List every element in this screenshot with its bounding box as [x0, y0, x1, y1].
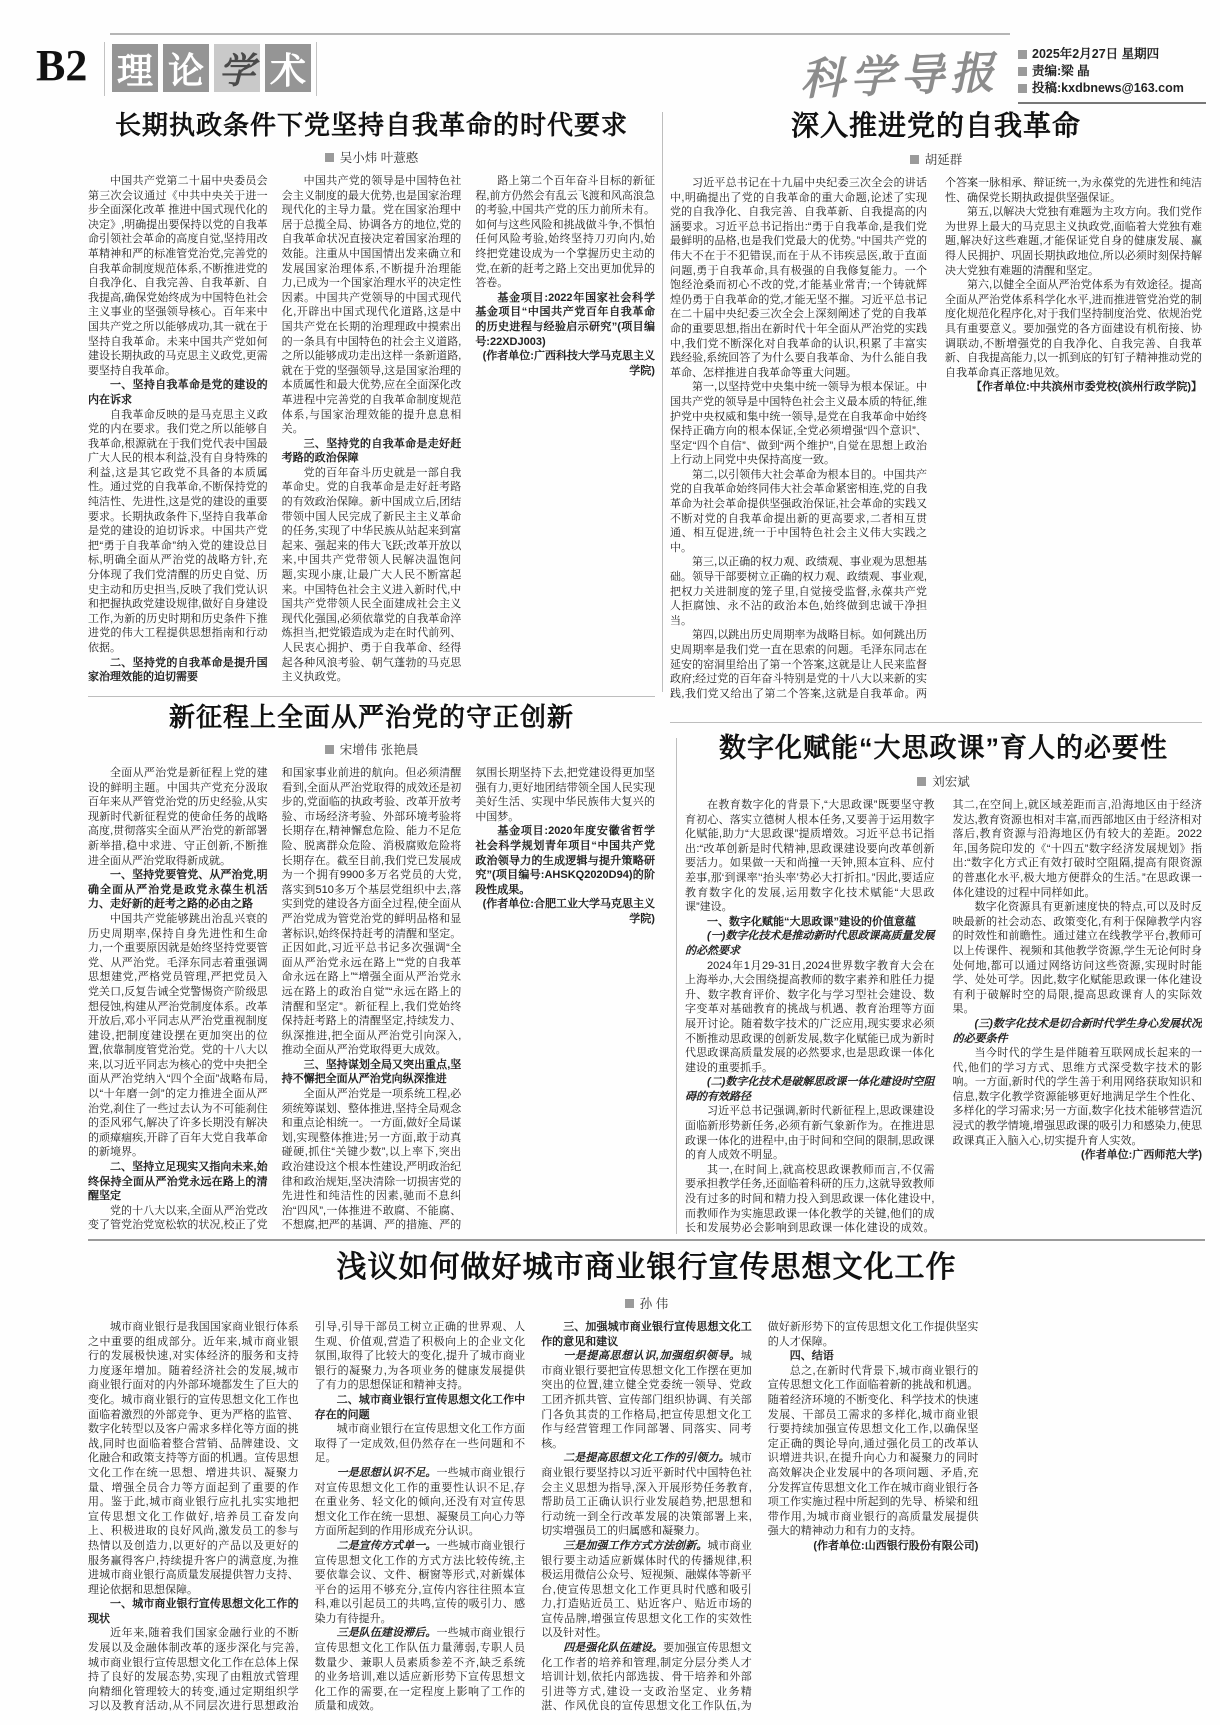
section-heading: 一、坚持党要管党、从严治党,明确全面从严治党是政党永葆生机活力、走好新的赶考之路的必由之路 — [88, 869, 268, 911]
section-heading: 四、结语 — [789, 1350, 834, 1363]
byline-square-icon — [917, 777, 926, 786]
article-5-body — [88, 1320, 1205, 1718]
section-heading: (一)数字化技术是推动新时代思政课高质量发展的必然要求 — [685, 930, 935, 957]
section-rule-left — [104, 42, 105, 96]
article-self-revolution-era — [88, 108, 655, 698]
author-affiliation: (作者单位:山西银行股份有限公司) — [813, 1539, 979, 1552]
paragraph: 一是提高思想认识,加强组织领导。城市商业银行要把宣传思想文化工作摆在更加突出的位置,建立健全党委统一领导、党政工团齐抓共管、宣传部门组织协调、有关部门各负其责的工作格局,把宣传思想文化工作与经营管理工作同部署、同落实、同考核。 — [541, 1350, 752, 1450]
editor-line: 责编:梁 晶 — [1018, 63, 1206, 80]
article-digital-ideology-course — [685, 730, 1202, 1242]
paragraph: 在教育数字化的背景下,“大思政课”既要坚守教育初心、落实立德树人根本任务,又要善于运用数字化赋能,助力“大思政课”提质增效。习近平总书记指出:“改革创新是时代精神,思政课建设要向改革创新要活力。如果做一天和尚撞一天钟,照本宣科、应付差事,那‘到课率’‘抬头率’势必大打折扣。”因此,要适应教育数字化的发展,运用数字化技术赋能“大思政课”建设。 — [685, 799, 935, 914]
paragraph: 路上第二个百年奋斗目标的新征程,前方仍然会有乱云飞渡和风高浪急的考验,中国共产党的压力前所未有。如何与这些风险和挑战做斗争,不惧怕任何风险考验,始终坚持刀刃向内,始终把党建设成为一个掌握历史主动的党,在新的赶考之路上交出更加优异的答卷。 — [475, 175, 655, 290]
author-affiliation: (作者单位:广西科技大学马克思主义学院) — [482, 350, 655, 377]
article-5-byline: 孙 伟 — [88, 1294, 1205, 1312]
separator-under-article-1 — [88, 696, 655, 697]
masthead-logo: 科学导报 — [799, 47, 1001, 106]
section-title-blocks — [112, 44, 311, 92]
paragraph: 城市商业银行在宣传思想文化工作方面取得了一定成效,但仍然存在一些问题和不足。 — [314, 1423, 526, 1465]
article-1-headline: 长期执政条件下党坚持自我革命的时代要求 — [114, 110, 628, 140]
paragraph: 近年来,随着我们国家金融行业的不断发展以及金融体制改革的逐步深化与完善,城市商业银行宣传思想文化工作在总体上保持了良好的发展态势,实现了由粗放式管理向精细化管理较大的转变,通过定期组织学习以及教育活动,从不同层次进行思想政治引导,引导干部员工树立正确的世界观、人生观、价值观,营造了积极向上的企业文化氛围,取得了比较大的变化,提升了城市商业银行的凝聚力,为各项业务的健康发展提供了有力的思想保证和精神支持。 — [88, 1321, 526, 1713]
paragraph: 数字化资源具有更新速度快的特点,可以及时反映最新的社会动态、政策变化,有利于保障教学内容的时效性和前瞻性。通过建立在线教学平台,教师可以上传课件、视频和其他教学资源,学生无论何时身处何地,都可以通过网络访问这些资源,实现时时能学、处处可学。因此,数字化赋能思政课一体化建设有利于破解时空的局限,提高思政课育人的实际效果。 — [952, 901, 1202, 1016]
byline-square-icon — [325, 745, 334, 754]
section-heading: (二)数字化技术是破解思政课一体化建设时空阻碍的有效路径 — [685, 1076, 935, 1103]
paragraph: 第五,以解决大党独有难题为主攻方向。我们党作为世界上最大的马克思主义执政党,面临着大党独有难题,解决好这些难题,才能保证党自身的健康发展、赢得人民拥护、巩固长期执政地位,所以必须时刻保持解决大党独有难题的清醒和坚定。 — [945, 206, 1202, 277]
paragraph: 当今时代的学生是伴随着互联网成长起来的一代,他们的学习方式、思维方式深受数字技术的影响。一方面,新时代的学生善于利用网络获取知识和信息,数字化教学资源能够更好地满足学生个性化、多样化的学习需求;另一方面,数字化技术能够营造沉浸式的教学情境,增强思政课的吸引力和感染力,使思政课真正入脑入心,切实提升育人实效。 — [952, 1047, 1202, 1147]
article-city-bank-publicity — [88, 1248, 1205, 1718]
byline-square-icon — [325, 153, 334, 162]
publication-info — [1018, 46, 1206, 104]
header-top-rule — [110, 33, 1010, 35]
article-1-byline: 吴小炜 叶薏憨 — [88, 148, 655, 166]
article-3-headline: 新征程上全面从严治党的守正创新 — [168, 702, 574, 732]
paragraph: 2024年1月29-31日,2024世界数字教育大会在上海举办,大会围绕提高教师的数字素养和胜任力提升、数字教育评价、数字化与学习型社会建设、数字变革对基础教育的挑战与机遇、教育治理等方面展开讨论。随着数字技术的广泛应用,现实要求必须不断推动思政课的创新发展,数字化赋能已成为新时代思政课高质量发展的必然要求,也是思政课一体化建设的重要抓手。 — [685, 959, 935, 1074]
author-affiliation: (作者单位:合肥工业大学马克思主义学院) — [482, 898, 655, 925]
article-deepen-self-revolution — [670, 108, 1202, 720]
paragraph: 全面从严治党是新征程上党的建设的鲜明主题。中国共产党充分汲取百年来从严管党治党的历史经验,从实现新时代新征程党的使命任务的战略高度,贯彻落实全面从严治党的新部署新举措,稳中求进、守正创新,不断推进全面从严治党取得新成就。 — [88, 767, 268, 867]
separator-above-bottom-article — [88, 1239, 1205, 1241]
section-heading: 三、坚持党的自我革命是走好赶考路的政治保障 — [281, 437, 462, 465]
article-1-body — [88, 174, 655, 698]
article-strict-party-governance — [88, 700, 655, 1244]
column-divider-middle — [676, 738, 677, 1234]
section-heading: 二、坚持立足现实又指向未来,始终保持全面从严治党永远在路上的清醒坚定 — [88, 1161, 268, 1203]
paragraph: 其一,在时间上,就高校思政课教师而言,不仅需要承担教学任务,还面临着科研的压力,这就导致教师没有过多的时间和精力投入到思政课一体化建设中,而教师作为实施思政课一体化教学的关键,他们的成长和发展势必会影响到思政课一体化建设的成效。其二,在空间上,就区域差距而言,沿海地区由于经济发达,教育资源也相对丰富,而西部地区由于经济相对落后,教育资源与沿海地区仍有较大的差距。2022年,国务院印发的《“十四五”数字经济发展规划》指出:“数字化方式正有效打破时空阻隔,提高有限资源的普惠化水平,极大地方便群众的生活。”在思政课一体化建设的过程中同样如此。 — [685, 799, 1202, 1235]
section-heading: 三、坚持谋划全局又突出重点,坚持不懈把全面从严治党向纵深推进 — [281, 1058, 462, 1086]
bullet-square-icon — [1018, 67, 1027, 76]
author-affiliation: (作者单位:广西师范大学) — [1081, 1149, 1202, 1162]
paragraph: 城市商业银行是我国国家商业银行体系之中重要的组成部分。近年来,城市商业银行的发展极快速,对实体经济的服务和支持力度逐年增加。随着经济社会的发展,城市商业银行面对的内外部环境都发生了巨大的变化。城市商业银行的宣传思想文化工作也面临着激烈的外部竞争、更为严格的监管、数字化转型以及客户需求多样化等方面的挑战,同时也面临着整合营销、品牌建设、文化融合和政策支持等方面的机遇。宣传思想文化工作在统一思想、增进共识、凝聚力量、增强全员合力等方面起到了重要的作用。鉴于此,城市商业银行应扎扎实实地把宣传思想文化工作做好,培养员工奋发向上、积极进取的良好风尚,激发员工的参与热情以及创造力,以更好的产品以及更好的服务赢得客户,持续提升客户的满意度,为推进城市商业银行高质量发展提供智力支持、理论依据和思想保障。 — [88, 1321, 299, 1596]
paragraph: 中国共产党的领导是中国特色社会主义制度的最大优势,也是国家治理现代化的主导力量。党在国家治理中居于总揽全局、协调各方的地位,党的自我革命状况直接决定着国家治理的效能。注重从中国国情出发来确立和发展国家治理体系,不断提升治理能力,已成为一个国家治理水平的决定性因素。中国共产党领导的中国式现代化,开辟出中国式现代化道路,这是中国共产党在长期的治理理政中摸索出的一条具有中国特色的社会主义道路,之所以能够成功走出这样一条新道路,就在于党的坚强领导,这是国家治理的本质属性和最大优势,应在全面深化改革进程中完善党的自我革命制度规范体系,与国家治理效能的提升息息相关。 — [281, 175, 462, 436]
bullet-square-icon — [1018, 50, 1027, 59]
article-3-body — [88, 766, 655, 1244]
section-char-calligraphy: 学 — [214, 44, 260, 92]
column-divider-top — [662, 112, 663, 692]
paragraph: 二是提高思想文化工作的引领力。城市商业银行要坚持以习近平新时代中国特色社会主义思想为指导,深入开展形势任务教育,帮助员工正确认识行业发展趋势,把思想和行动统一到全行改革发展的决策部署上来,切实增强员工的归属感和凝聚力。 — [541, 1452, 752, 1538]
paragraph: 第三,以正确的权力观、政绩观、事业观为思想基础。领导干部要树立正确的权力观、政绩观、事业观,把权力关进制度的笼子里,自觉接受监督,永葆共产党人拒腐蚀、永不沾的政治本色,始终做到忠诚干净担当。 — [670, 556, 927, 627]
section-heading: 三、加强城市商业银行宣传思想文化工作的意见和建议 — [541, 1321, 752, 1348]
article-4-headline: 数字化赋能“大思政课”育人的必要性 — [719, 733, 1168, 763]
section-heading: 一、城市商业银行宣传思想文化工作的现状 — [88, 1598, 299, 1625]
separator-under-article-2 — [670, 722, 1202, 723]
paragraph: 中国共产党能够跳出治乱兴衰的历史周期率,保持自身先进性和生命力,一个重要原因就是始终坚持党要管党、从严治党。毛泽东同志着重强调思想建党,严格党员管理,严把党员入党关口,反复告诫全党警惕资产阶级思想侵蚀,构建从严治党制度体系。改革开放后,邓小平同志从严治党重视制度建设,把制度建设摆在更加突出的位置,依靠制度管党治党。党的十八大以来,以习近平同志为核心的党中央把全面从严治党纳入“四个全面”战略布局,以“十年磨一剑”的定力推进全面从严治党,刹住了一些过去认为不可能刹住的歪风邪气,解决了许多长期没有解决的顽瘴痼疾,开辟了百年大党自我革命的新境界。 — [88, 912, 268, 1159]
section-heading: 二、城市商业银行宣传思想文化工作中存在的问题 — [314, 1393, 526, 1421]
byline-square-icon — [910, 155, 919, 164]
paragraph: 二是宣传方式单一。一些城市商业银行宣传思想文化工作的方式方法比较传统,主要依靠会议、文件、橱窗等形式,对新媒体平台的运用不够充分,宣传内容往往照本宣科,难以引起员工的共鸣,宣传的吸引力、感染力有待提升。 — [314, 1539, 526, 1625]
paragraph: 党的百年奋斗历史就是一部自我革命史。党的自我革命是走好赶考路的有效政治保障。新中国成立后,团结带领中国人民完成了新民主主义革命的任务,实现了中华民族从站起来到富起来、强起来的伟大飞跃;改革开放以来,中国共产党带领人民解决温饱问题,实现小康,让最广大人民不断富起来。中国特色社会主义进入新时代,中国共产党带领人民全面建成社会主义现代化强国,必须依靠党的自我革命淬炼担当,把党锻造成为走在时代前列、人民衷心拥护、勇于自我革命、经得起各种风浪考验、朝气蓬勃的马克思主义执政党。 — [281, 466, 462, 684]
article-2-body — [670, 176, 1202, 720]
paragraph: 总之,在新时代背景下,城市商业银行的宣传思想文化工作面临着新的挑战和机遇。随着经济环境的不断变化、科学技术的快速发展、干部员工需求的多样化,城市商业银行要持续加强宣传思想文化工作,以确保坚定正确的舆论导向,通过强化员工的改革认识增进共识,在提升向心力和凝聚力的同时高效解决企业发展中的各项问题、矛盾,充分发挥宣传思想文化工作在城市商业银行各项工作实施过程中所起到的先导、桥梁和纽带作用,为城市商业银行的高质量发展提供强大的精神动力和有力的支持。 — [767, 1364, 979, 1538]
article-5-headline: 浅议如何做好城市商业银行宣传思想文化工作 — [336, 1251, 957, 1284]
article-3-byline: 宋增伟 张艳晨 — [88, 740, 655, 758]
section-heading: 一、数字化赋能“大思政课”建设的价值意蕴 — [707, 915, 916, 928]
paragraph: 习近平总书记在十九届中央纪委三次全会的讲话中,明确提出了党的自我革命的重大命题,论述了实现党的自我净化、自我完善、自我革新、自我提高的内涵要求。习近平总书记指出:“勇于自我革命,是我们党最鲜明的品格,也是我们党最大的优势。”中国共产党的伟大不在于不犯错误,而在于从不讳疾忌医,敢于直面问题,勇于自我革命,具有极强的自我修复能力。一个饱经沧桑而初心不改的党,才能基业常青;一个铸就辉煌仍勇于自我革命的党,才能无坚不摧。习近平总书记在二十届中央纪委三次全会上深刻阐述了党的自我革命的重要思想,指出在新时代十年全面从严治党的实践中,我们党不断深化对自我革命的认识,积累了丰富实践经验,系统回答了为什么要自我革命、为什么能自我革命、怎样推进自我革命等重大问题。 — [670, 177, 927, 379]
paragraph: 习近平总书记强调,新时代新征程上,思政课建设面临新形势新任务,必须有新气象新作为。在推进思政课一体化的进程中,由于时间和空间的限制,思政课的育人成效不明显。 — [685, 1105, 935, 1162]
paragraph: 党的十八大以来,全面从严治党改变了管党治党宽松软的状况,校正了党和国家事业前进的航向。但必须清醒看到,全面从严治党取得的成效还是初步的,党面临的执政考验、改革开放考验、市场经济考验、外部环境考验将长期存在,精神懈怠危险、能力不足危险、脱离群众危险、消极腐败危险将长期存在。截至目前,我们党已发展成为一个拥有9900多万名党员的大党,落实到510多万个基层党组织中去,落实到党的建设各方面全过程,使全面从严治党成为管党治党的鲜明品格和显著标识,始终保持赶考的清醒和坚定。正因如此,习近平总书记多次强调“全面从严治党永远在路上”“党的自我革命永远在路上”“增强全面从严治党永远在路上的政治自觉”“永远在路上的清醒和坚定”。新征程上,我们党始终保持赶考路上的清醒坚定,持续发力、纵深推进,把全面从严治党引向深入,推动全面从严治党取得更大成效。 — [88, 767, 462, 1232]
article-4-body — [685, 798, 1202, 1242]
article-2-byline: 胡延群 — [670, 150, 1202, 168]
paragraph: 一是思想认识不足。一些城市商业银行对宣传思想文化工作的重要性认识不足,存在重业务、轻文化的倾向,还没有对宣传思想文化工作在统一思想、凝聚员工向心力等方面所起到的作用形成充分认识。 — [314, 1466, 526, 1538]
paragraph: 第一,以坚持党中央集中统一领导为根本保证。中国共产党的领导是中国特色社会主义最本质的特征,维护党中央权威和集中统一领导,是党在自我革命中始终保持正确方向的根本保证,全党必须增强“四个意识”、坚定“四个自信”、做到“两个维护”,自觉在思想上政治上行动上同党中央保持高度一致。 — [670, 381, 927, 467]
paragraph: 全面从严治党是一项系统工程,必须统筹谋划、整体推进,坚持全局观念和重点论相统一。一方面,做好全局谋划,实现整体推进;另一方面,敢于动真碰硬,抓住“关键少数”,以上率下,突出政治建设这个根本性建设,严明政治纪律和政治规矩,坚决清除一切损害党的先进性和纯洁性的因素,驰而不息纠治“四风”,一体推进不敢腐、不能腐、不想腐,把严的基调、严的措施、严的氛围长期坚持下去,把党建设得更加坚强有力,更好地团结带领全国人民实现美好生活、实现中华民族伟大复兴的中国梦。 — [281, 767, 655, 1232]
paragraph: 三是队伍建设滞后。一些城市商业银行宣传思想文化工作队伍力量薄弱,专职人员数量少、兼职人员素质参差不齐,缺乏系统的业务培训,难以适应新形势下宣传思想文化工作的需要,在一定程度上影响了工作的质量和成效。 — [314, 1627, 526, 1713]
fund-project-note: 基金项目:2022年国家社会科学基金项目“中国共产党百年自我革命的历史进程与经验启示研究”(项目编号:22XDJ003) — [475, 291, 655, 348]
paragraph: 三是加强工作方式方法创新。城市商业银行要主动适应新媒体时代的传播规律,积极运用微信公众号、短视频、融媒体等新平台,使宣传思想文化工作更具时代感和吸引力,打造贴近员工、贴近客户、贴近市场的宣传品牌,增强宣传思想文化工作的实效性以及针对性。 — [541, 1539, 752, 1640]
publication-date: 2025年2月27日 星期四 — [1018, 46, 1206, 63]
section-heading: (三)数字化技术是切合新时代学生身心发展状况的必要条件 — [952, 1017, 1202, 1045]
paragraph: 第四,以跳出历史周期率为战略目标。如何跳出历史周期率是我们党一直在思索的问题。毛泽东同志在延安的窑洞里给出了第一个答案,这就是让人民来监督政府;经过党的百年奋斗特别是党的十八大以来新的实践,我们党又给出了第二个答案,这就是自我革命。两个答案一脉相承、辩证统一,为永葆党的先进性和纯洁性、确保党长期执政提供坚强保证。 — [670, 177, 1202, 700]
section-heading: 二、坚持党的自我革命是提升国家治理效能的迫切需要 — [88, 656, 268, 684]
fund-project-note: 基金项目:2020年度安徽省哲学社会科学规划青年项目“中国共产党政治领导力的生成逻辑与提升策略研究”(项目编号:AHSKQ2020D94)的阶段性成果。 — [475, 825, 655, 896]
bullet-square-icon — [1018, 84, 1027, 93]
section-rule-right — [316, 42, 317, 96]
article-4-byline: 刘宏斌 — [685, 772, 1202, 790]
submission-email: 投稿:kxdbnews@163.com — [1018, 80, 1206, 97]
paragraph: 第六,以健全全面从严治党体系为有效途径。提高全面从严治党体系科学化水平,进而推进管党治党的制度化规范化程序化,对于我们坚持制度治党、依规治党具有重要意义。要加强党的各方面建设有机衔接、协调联动,不断增强党的自我净化、自我完善、自我革新、自我提高能力,以一抓到底的钉钉子精神推动党的自我革命真正落地见效。 — [945, 279, 1202, 379]
section-char: 论 — [163, 44, 209, 92]
article-2-headline: 深入推进党的自我革命 — [790, 110, 1081, 141]
section-char: 理 — [112, 44, 158, 92]
paragraph: 中国共产党第二十届中央委员会第三次会议通过《中共中央关于进一步全面深化改革 推进中国式现代化的决定》,明确提出要保持以党的自我革命引领社会革命的高度自觉,坚持用改革精神和严的标准管党治党,完善党的自我革命制度规范体系,不断推进党的自我净化、自我完善、自我革新、自我提高,确保党始终成为中国特色社会主义事业的坚强领导核心。百年来中国共产党之所以能够成功,其一就在于坚持自我革命。未来中国共产党如何建设长期执政的马克思主义政党,更需要坚持自我革命。 — [88, 175, 268, 377]
paragraph: 自我革命反映的是马克思主义政党的内在要求。我们党之所以能够自我革命,根源就在于我们党代表中国最广大人民的根本利益,没有自身特殊的利益,这是其它政党不具备的本质属性。通过党的自我革命,不断保持党的纯洁性、先进性,这是党的建设的重要要求。长期执政条件下,坚持自我革命是党的建设的迫切诉求。中国共产党把“勇于自我革命”纳入党的建设总目标,明确全面从严治党的战略方针,充分体现了我们党清醒的历史自觉、历史主动和历史担当,反映了我们党认识和把握执政党建设规律,做好自身建设工作,为新的历史时期和历史条件下推进党的伟大工程提供思想指南和行动依据。 — [88, 408, 268, 654]
paragraph: 第二,以引领伟大社会革命为根本目的。中国共产党的自我革命始终同伟大社会革命紧密相连,党的自我革命为社会革命提供坚强政治保证,社会革命的实践又不断对党的自我革命提出新的更高要求,二者相互贯通、相互促进,统一于中国特色社会主义伟大实践之中。 — [670, 468, 927, 554]
edition-number: B2 — [36, 41, 88, 90]
author-affiliation: 【作者单位:中共滨州市委党校(滨州行政学院)】 — [971, 381, 1202, 394]
paragraph: 四是强化队伍建设。要加强宣传思想文化工作者的培养和管理,制定分层分类人才培训计划,依托内部选拔、骨干培养和外部引进等方式,建设一支政治坚定、业务精湛、作风优良的宣传思想文化工作队伍,为做好新形势下的宣传思想文化工作提供坚实的人才保障。 — [541, 1321, 979, 1713]
byline-square-icon — [625, 1299, 634, 1308]
section-heading: 一、坚持自我革命是党的建设的内在诉求 — [88, 379, 268, 406]
section-char: 术 — [265, 44, 311, 92]
